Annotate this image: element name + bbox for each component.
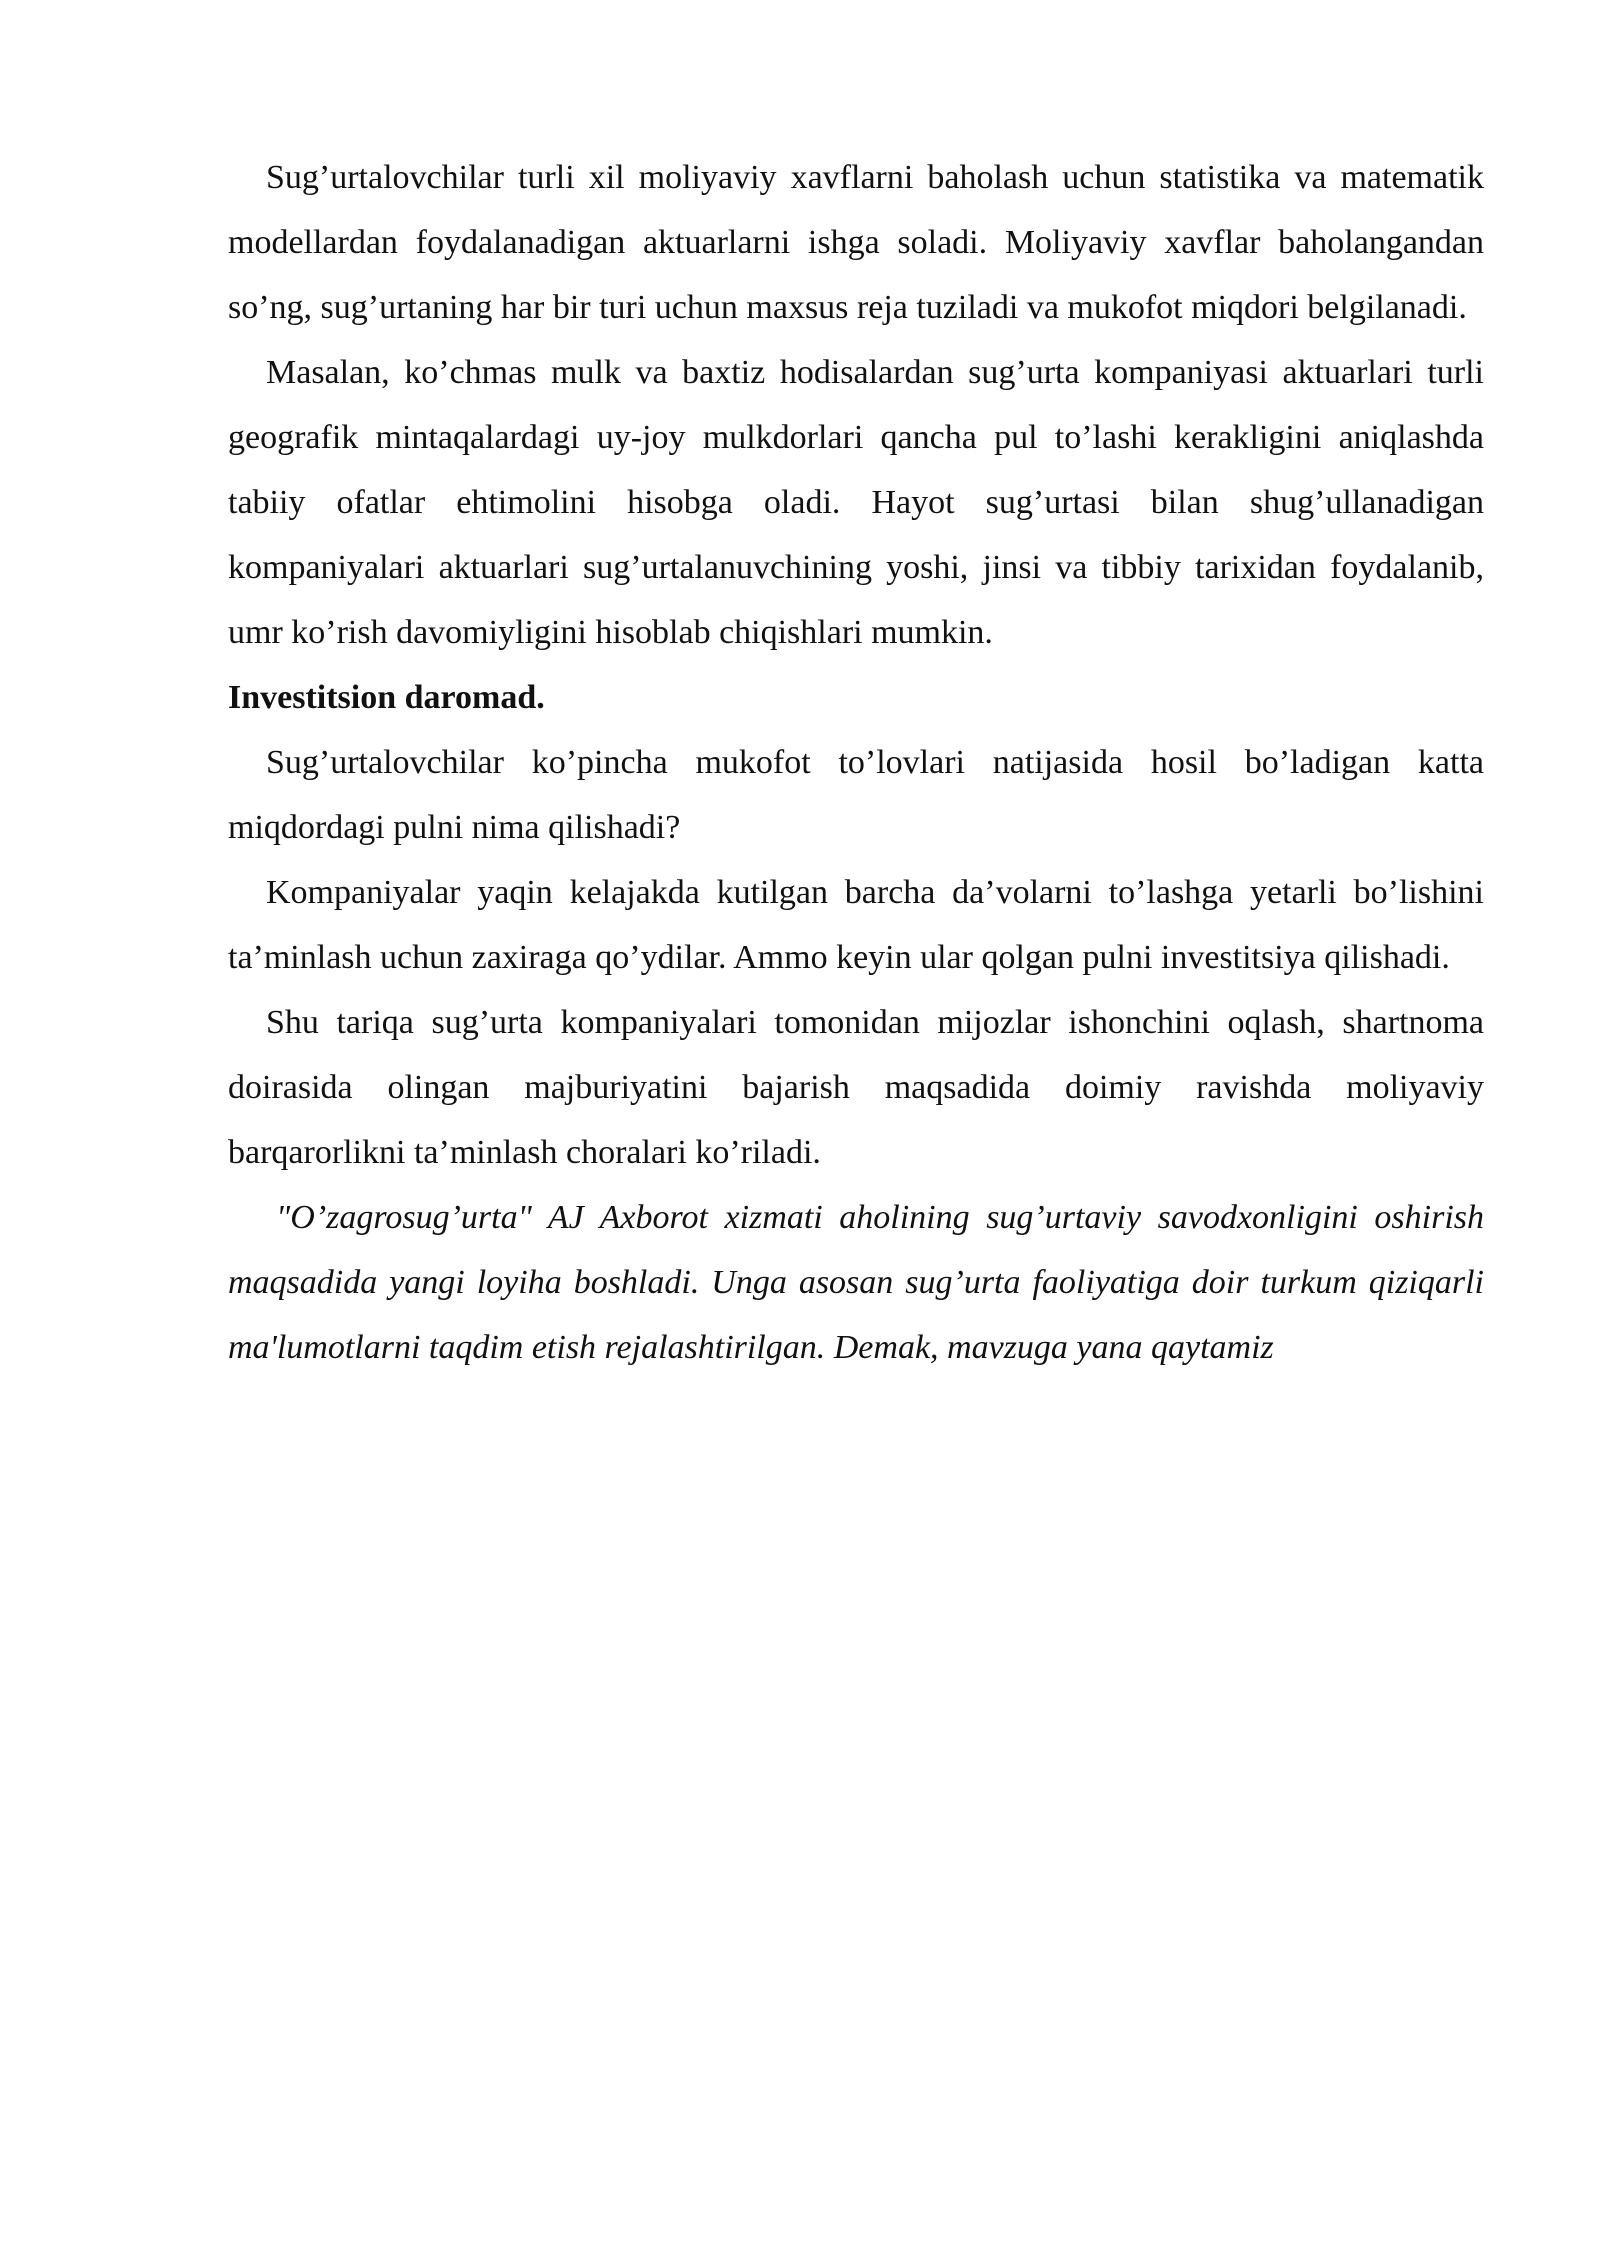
paragraph-actuaries: Sug’urtalovchilar turli xil moliyaviy xavflarni baholash uchun statistika va matematik modellardan foydalanadigan aktuarlarni ishga soladi. Moliyaviy xavflar baholangandan so’ng, sug’urtaning har bir turi uchun maxsus reja tuziladi va mukofot miqdori belgilanadi. (228, 159, 1484, 326)
section-heading: Investitsion daromad. (228, 679, 545, 716)
paragraph-question: Sug’urtalovchilar ko’pincha mukofot to’lovlari natijasida hosil bo’ladigan katta miqdordagi pulni nima qilishadi? (228, 744, 1484, 846)
document-page (228, 145, 1484, 1380)
paragraph-reserves: Kompaniyalar yaqin kelajakda kutilgan barcha da’volarni to’lashga yetarli bo’lishini ta’minlash uchun zaxiraga qo’ydilar. Ammo keyin ular qolgan pulni investitsiya qilishadi. (228, 874, 1484, 976)
paragraph-example: Masalan, ko’chmas mulk va baxtiz hodisalardan sug’urta kompaniyasi aktuarlari turli geografik mintaqalardagi uy-joy mulkdorlari qancha pul to’lashi kerakligini aniqlashda tabiiy ofatlar ehtimolini hisobga oladi. Hayot sug’urtasi bilan shug’ullanadigan kompaniyalari aktuarlari sug’urtalanuvchining yoshi, jinsi va tibbiy tarixidan foydalanib, umr ko’rish davomiyligini hisoblab chiqishlari mumkin. (228, 354, 1484, 651)
italic-note: "O’zagrosug’urta" AJ Axborot xizmati aholining sug’urtaviy savodxonligini oshirish maqsadida yangi loyiha boshladi. Unga asosan sug’urta faoliyatiga doir turkum qiziqarli ma'lumotlarni taqdim etish rejalashtirilgan. Demak, mavzuga yana qaytamiz (228, 1199, 1484, 1366)
paragraph-stability: Shu tariqa sug’urta kompaniyalari tomonidan mijozlar ishonchini oqlash, shartnoma doirasida olingan majburiyatini bajarish maqsadida doimiy ravishda moliyaviy barqarorlikni ta’minlash choralari ko’riladi. (228, 1004, 1484, 1171)
